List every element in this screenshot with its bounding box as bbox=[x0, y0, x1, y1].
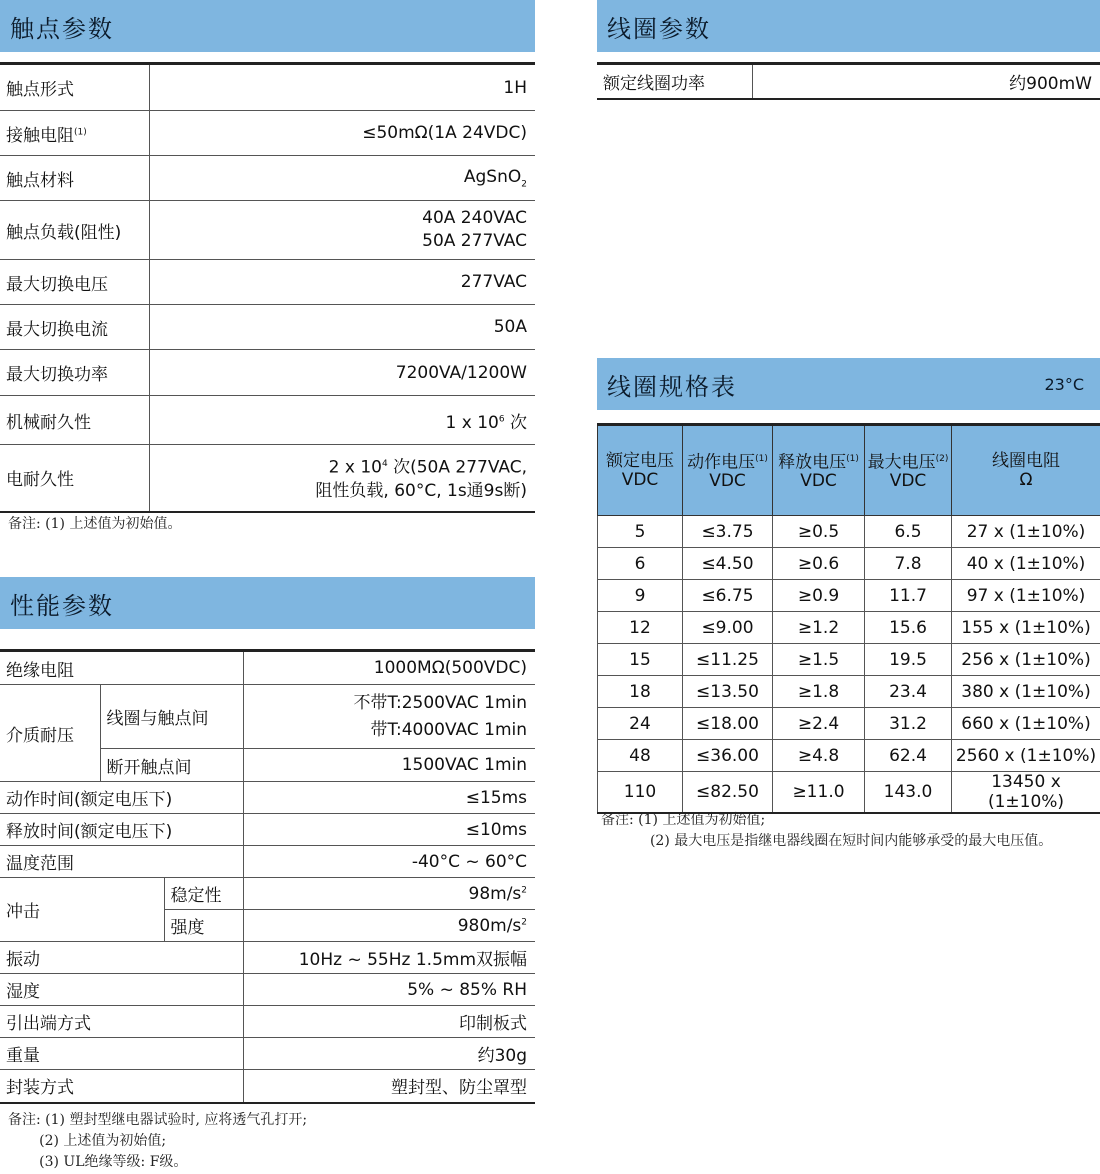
table-row bbox=[0, 156, 535, 201]
contact-section-header bbox=[0, 0, 535, 52]
table-row bbox=[597, 64, 1100, 99]
table-cell: ≥2.4 bbox=[773, 708, 865, 740]
table-row bbox=[0, 942, 535, 974]
row-value: 印制板式 bbox=[243, 1006, 535, 1038]
table-cell: ≥1.2 bbox=[773, 612, 865, 644]
row-label: 电耐久性 bbox=[0, 445, 149, 512]
coil-table-note: 备注: (1) 上述值为初始值; (2) 最大电压是指继电器线圈在短时间内能够承受的最大电压值。 bbox=[601, 812, 1053, 849]
table-cell: 9 bbox=[598, 580, 683, 612]
table-cell: 40 x (1±10%) bbox=[952, 548, 1100, 580]
performance-params-table bbox=[0, 649, 535, 1104]
coil-table-section-title: 线圈规格表 bbox=[607, 372, 737, 401]
row-value: 50A bbox=[149, 305, 535, 350]
row-label: 介质耐压 bbox=[0, 685, 100, 782]
row-value: $980m/s^2$ bbox=[243, 910, 535, 942]
row-label: 温度范围 bbox=[0, 846, 243, 878]
row-value: 1500VAC 1min bbox=[243, 749, 535, 782]
table-cell: 15.6 bbox=[865, 612, 952, 644]
row-value: -40°C ~ 60°C bbox=[243, 846, 535, 878]
table-cell: ≤6.75 bbox=[683, 580, 773, 612]
table-row bbox=[0, 305, 535, 350]
table-cell: 6 bbox=[598, 548, 683, 580]
column-header: 释放电压$^{(1)}$ VDC bbox=[773, 425, 865, 516]
row-sublabel: 断开触点间 bbox=[100, 749, 243, 782]
row-label: 接触电阻$^{(1)}$ bbox=[0, 111, 149, 156]
coil-spec-table bbox=[597, 423, 1100, 814]
table-row bbox=[0, 350, 535, 396]
row-label: 振动 bbox=[0, 942, 243, 974]
row-value: ≤10ms bbox=[243, 814, 535, 846]
table-cell: ≤4.50 bbox=[683, 548, 773, 580]
column-header: 线圈电阻 Ω bbox=[952, 425, 1100, 516]
column-header: 额定电压 VDC bbox=[598, 425, 683, 516]
table-row bbox=[0, 1038, 535, 1070]
row-sublabel: 线圈与触点间 bbox=[100, 685, 243, 749]
coil-params-table bbox=[597, 62, 1100, 100]
row-label: 封装方式 bbox=[0, 1070, 243, 1103]
table-row bbox=[598, 772, 1100, 814]
table-cell: 2560 x (1±10%) bbox=[952, 740, 1100, 772]
table-row bbox=[0, 64, 535, 111]
row-label: 最大切换功率 bbox=[0, 350, 149, 396]
table-cell: 13450 x (1±10%) bbox=[952, 772, 1100, 814]
row-value: ≤50mΩ(1A 24VDC) bbox=[149, 111, 535, 156]
table-cell: 48 bbox=[598, 740, 683, 772]
table-row bbox=[0, 878, 535, 910]
table-row bbox=[0, 651, 535, 685]
row-label: 引出端方式 bbox=[0, 1006, 243, 1038]
row-label: 触点负载(阻性) bbox=[0, 201, 149, 260]
row-value: 5% ~ 85% RH bbox=[243, 974, 535, 1006]
row-label: 额定线圈功率 bbox=[597, 64, 752, 99]
row-sublabel: 强度 bbox=[164, 910, 243, 942]
row-value: $98m/s^2$ bbox=[243, 878, 535, 910]
table-header-row bbox=[598, 425, 1100, 516]
table-cell: 5 bbox=[598, 516, 683, 548]
table-cell: 27 x (1±10%) bbox=[952, 516, 1100, 548]
table-row bbox=[598, 644, 1100, 676]
coil-table-section-header bbox=[597, 358, 1100, 410]
table-cell: 19.5 bbox=[865, 644, 952, 676]
row-label: 触点材料 bbox=[0, 156, 149, 201]
table-row bbox=[0, 846, 535, 878]
row-label: 重量 bbox=[0, 1038, 243, 1070]
table-cell: ≤9.00 bbox=[683, 612, 773, 644]
coil-table-temperature: 23°C bbox=[1044, 374, 1084, 394]
contact-note: 备注: (1) 上述值为初始值。 bbox=[8, 516, 182, 532]
table-cell: 6.5 bbox=[865, 516, 952, 548]
performance-note: 备注: (1) 塑封型继电器试验时, 应将透气孔打开; (2) 上述值为初始值; (3) UL绝缘等级: F级。 bbox=[8, 1112, 308, 1170]
table-cell: 24 bbox=[598, 708, 683, 740]
row-label: 释放时间(额定电压下) bbox=[0, 814, 243, 846]
row-value: 约900mW bbox=[752, 64, 1100, 99]
coil-params-section-title: 线圈参数 bbox=[607, 14, 711, 43]
row-sublabel: 稳定性 bbox=[164, 878, 243, 910]
table-row bbox=[598, 612, 1100, 644]
row-value: 7200VA/1200W bbox=[149, 350, 535, 396]
table-cell: ≥1.5 bbox=[773, 644, 865, 676]
table-row bbox=[0, 685, 535, 749]
table-cell: ≤11.25 bbox=[683, 644, 773, 676]
column-header: 动作电压$^{(1)}$ VDC bbox=[683, 425, 773, 516]
table-cell: ≥4.8 bbox=[773, 740, 865, 772]
table-cell: 62.4 bbox=[865, 740, 952, 772]
row-value: ≤15ms bbox=[243, 782, 535, 814]
performance-section-header bbox=[0, 577, 535, 629]
table-row bbox=[598, 548, 1100, 580]
row-value: 10Hz ~ 55Hz 1.5mm双振幅 bbox=[243, 942, 535, 974]
contact-params-table bbox=[0, 62, 535, 513]
table-cell: 15 bbox=[598, 644, 683, 676]
row-value: 1H bbox=[149, 64, 535, 111]
table-row bbox=[0, 1006, 535, 1038]
row-value: 约30g bbox=[243, 1038, 535, 1070]
table-cell: 155 x (1±10%) bbox=[952, 612, 1100, 644]
table-row bbox=[598, 676, 1100, 708]
table-cell: 11.7 bbox=[865, 580, 952, 612]
row-value: 1000MΩ(500VDC) bbox=[243, 651, 535, 685]
row-label: 绝缘电阻 bbox=[0, 651, 243, 685]
table-cell: 380 x (1±10%) bbox=[952, 676, 1100, 708]
row-label: 最大切换电压 bbox=[0, 260, 149, 305]
table-cell: 143.0 bbox=[865, 772, 952, 814]
table-cell: ≥11.0 bbox=[773, 772, 865, 814]
row-label: 最大切换电流 bbox=[0, 305, 149, 350]
row-value: 不带T:2500VAC 1min 带T:4000VAC 1min bbox=[243, 685, 535, 749]
table-cell: ≥1.8 bbox=[773, 676, 865, 708]
row-value: 277VAC bbox=[149, 260, 535, 305]
table-cell: 18 bbox=[598, 676, 683, 708]
row-label: 触点形式 bbox=[0, 64, 149, 111]
table-cell: ≤3.75 bbox=[683, 516, 773, 548]
table-row bbox=[598, 740, 1100, 772]
table-row bbox=[0, 782, 535, 814]
table-row bbox=[0, 201, 535, 260]
table-cell: ≤13.50 bbox=[683, 676, 773, 708]
row-label: 机械耐久性 bbox=[0, 396, 149, 445]
table-cell: 97 x (1±10%) bbox=[952, 580, 1100, 612]
table-row bbox=[598, 580, 1100, 612]
row-label: 冲击 bbox=[0, 878, 164, 942]
table-row bbox=[0, 396, 535, 445]
row-value: 40A 240VAC 50A 277VAC bbox=[149, 201, 535, 260]
row-value: 1 x $10^6$ 次 bbox=[149, 396, 535, 445]
table-cell: ≥0.9 bbox=[773, 580, 865, 612]
row-value: 塑封型、防尘罩型 bbox=[243, 1070, 535, 1103]
table-row bbox=[0, 814, 535, 846]
table-cell: ≤36.00 bbox=[683, 740, 773, 772]
row-value: 2 x $10^4$ 次(50A 277VAC, 阻性负载, 60°C, 1s通9s断) bbox=[149, 445, 535, 512]
table-row bbox=[0, 974, 535, 1006]
performance-section-title: 性能参数 bbox=[10, 591, 114, 620]
table-row bbox=[598, 708, 1100, 740]
column-header: 最大电压$^{(2)}$ VDC bbox=[865, 425, 952, 516]
table-row bbox=[598, 516, 1100, 548]
contact-section-title: 触点参数 bbox=[10, 14, 114, 43]
table-cell: 110 bbox=[598, 772, 683, 814]
table-row bbox=[0, 260, 535, 305]
table-cell: 256 x (1±10%) bbox=[952, 644, 1100, 676]
row-label: 湿度 bbox=[0, 974, 243, 1006]
coil-params-section-header bbox=[597, 0, 1100, 52]
table-cell: 7.8 bbox=[865, 548, 952, 580]
table-cell: 23.4 bbox=[865, 676, 952, 708]
table-cell: 660 x (1±10%) bbox=[952, 708, 1100, 740]
table-cell: ≥0.5 bbox=[773, 516, 865, 548]
table-row bbox=[0, 1070, 535, 1103]
table-cell: 31.2 bbox=[865, 708, 952, 740]
table-cell: ≥0.6 bbox=[773, 548, 865, 580]
row-value: AgSnO$_2$ bbox=[149, 156, 535, 201]
row-label: 动作时间(额定电压下) bbox=[0, 782, 243, 814]
table-row bbox=[0, 445, 535, 512]
table-cell: ≤82.50 bbox=[683, 772, 773, 814]
table-row bbox=[0, 111, 535, 156]
table-cell: 12 bbox=[598, 612, 683, 644]
table-cell: ≤18.00 bbox=[683, 708, 773, 740]
